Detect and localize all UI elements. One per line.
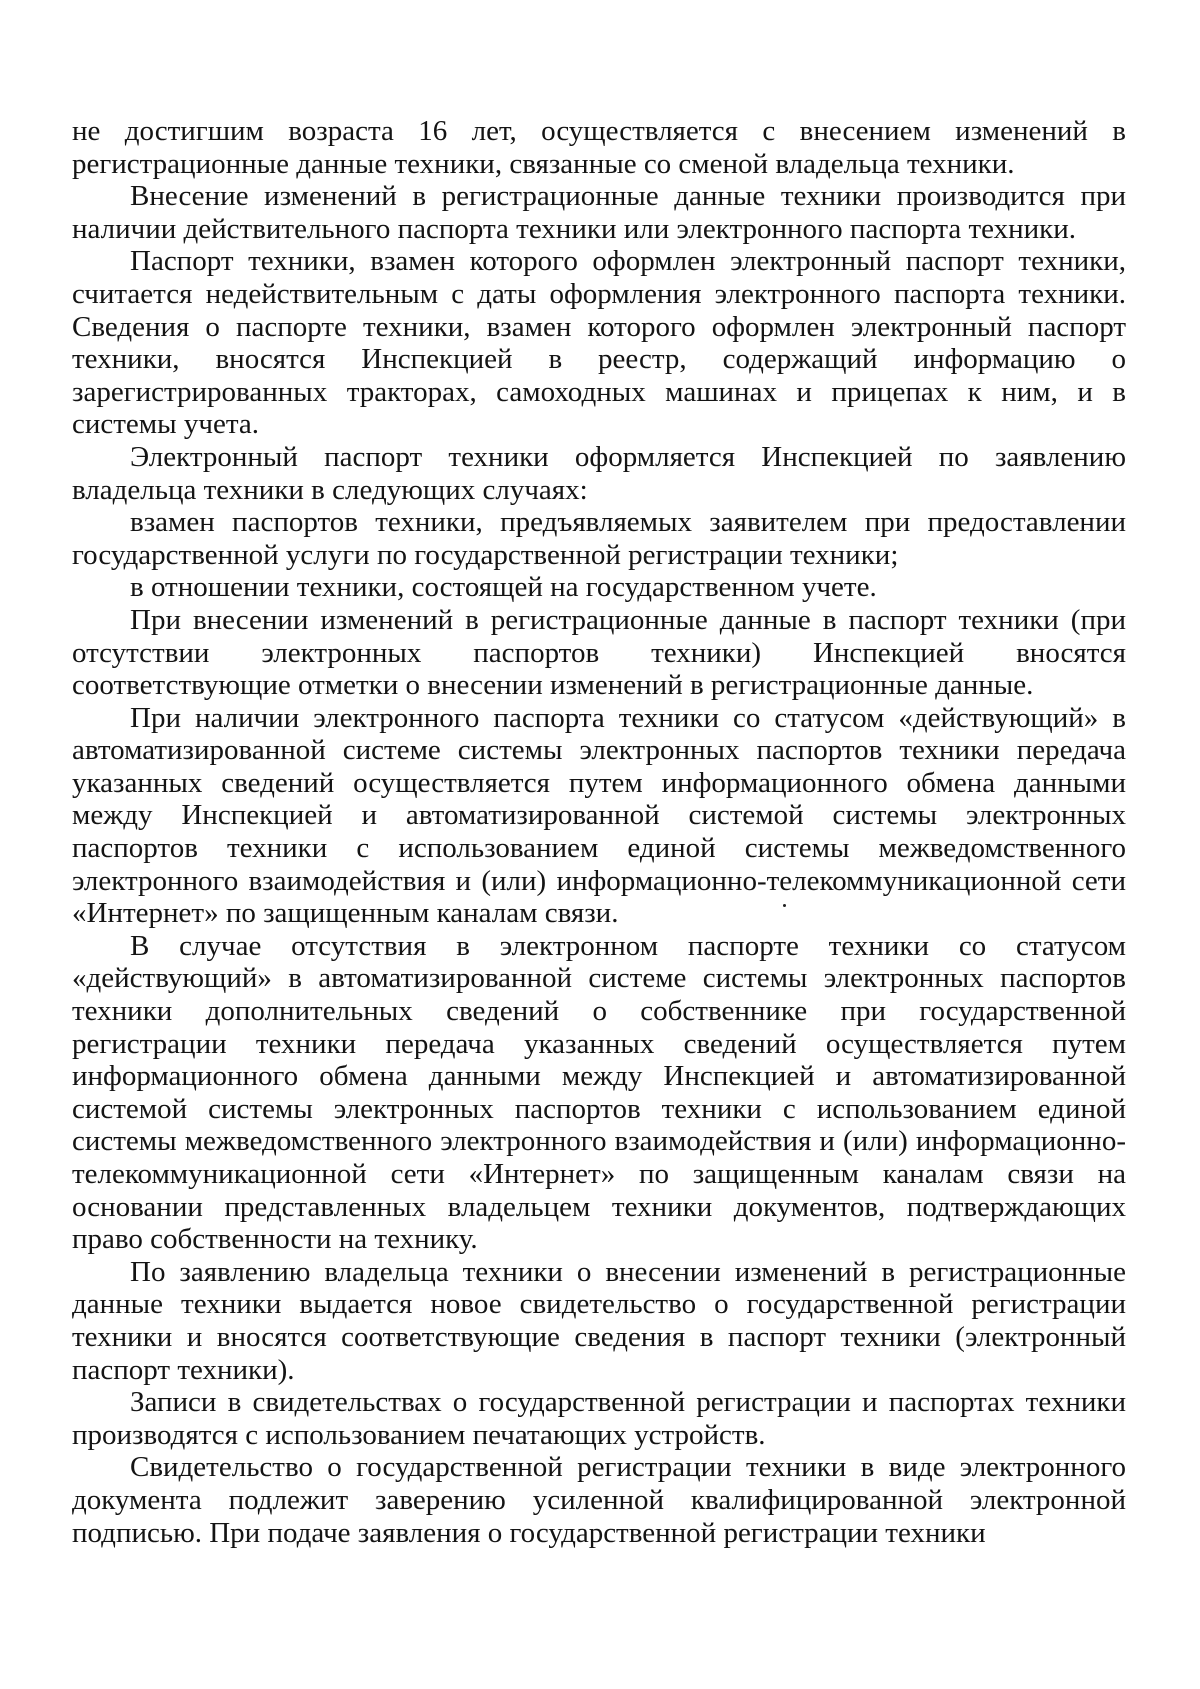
paragraph-7: При внесении изменений в регистрационные данные в паспорт техники (при отсутствии электронных паспортов техники) Инспекцией вносятся соответствующие отметки о внесении изменений в регистрационные данные. [72, 603, 1126, 702]
paragraph-2: Внесение изменений в регистрационные данные техники производится при наличии действительного паспорта техники или электронного паспорта техники. [72, 180, 1126, 245]
paragraph-6: в отношении техники, состоящей на государственном учете. [130, 571, 877, 604]
paragraph-12: Свидетельство о государственной регистрации техники в виде электронного документа подлежит заверению усиленной квалифицированной электронной подписью. При подаче заявления о государственной регистрации техники [72, 1451, 1126, 1549]
paragraph-1: не достигшим возраста 16 лет, осуществляется с внесением изменений в регистрационные данные техники, связанные со сменой владельца техники. [72, 115, 1126, 180]
paragraph-4: Электронный паспорт техники оформляется Инспекцией по заявлению владельца техники в следующих случаях: [72, 440, 1126, 506]
paragraph-9: В случае отсутствия в электронном паспорте техники со статусом «действующий» в автоматизированной системе системы электронных паспортов техники дополнительных сведений о собственнике при государственной регистрации техники передача указанных сведений осуществляется путем информационного обмена данными между Инспекцией и автоматизированной системой системы электронных паспортов техники с использованием единой системы межведомственного электронного взаимодействия и (или) информационно-телекоммуникационной сети «Интернет» по защищенным каналам связи на основании представленных владельцем техники документов, подтверждающих право собственности на технику. [72, 929, 1126, 1256]
scan-speck [783, 904, 786, 907]
paragraph-5: взамен паспортов техники, предъявляемых заявителем при предоставлении государственной услуги по государственной регистрации техники; [72, 506, 1126, 571]
paragraph-10: По заявлению владельца техники о внесении изменений в регистрационные данные техники выдается новое свидетельство о государственной регистрации техники и вносятся соответствующие сведения в паспорт техники (электронный паспорт техники). [72, 1255, 1126, 1386]
paragraph-11: Записи в свидетельствах о государственной регистрации и паспортах техники производятся с использованием печатающих устройств. [72, 1386, 1126, 1451]
paragraph-8: При наличии электронного паспорта техники со статусом «действующий» в автоматизированной системе системы электронных паспортов техники передача указанных сведений осуществляется путем информационного обмена данными между Инспекцией и автоматизированной системой системы электронных паспортов техники с использованием единой системы межведомственного электронного взаимодействия и (или) информационно-телекоммуникационной сети «Интернет» по защищенным каналам связи. [72, 701, 1126, 930]
paragraph-3: Паспорт техники, взамен которого оформлен электронный паспорт техники, считается недействительным с даты оформления электронного паспорта техники. Сведения о паспорте техники, взамен которого оформлен электронный паспорт техники, вносятся Инспекцией в реестр, содержащий информацию о зарегистрированных тракторах, самоходных машинах и прицепах к ним, и в системы учета. [72, 245, 1126, 441]
document-page [72, 115, 1126, 1549]
